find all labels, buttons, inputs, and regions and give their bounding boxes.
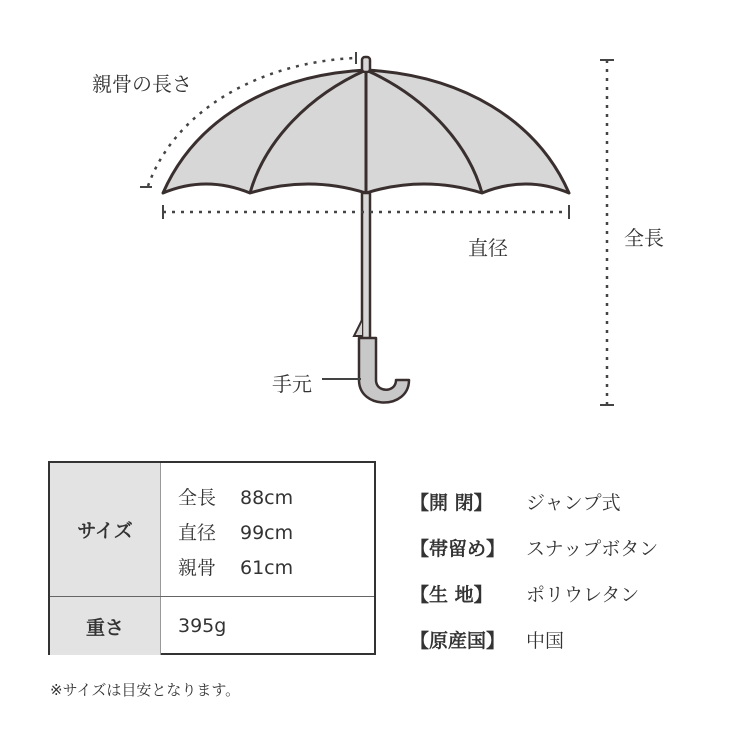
spec-table [48, 461, 376, 655]
size-item-key: 全長 [178, 487, 217, 509]
size-item-value: 88cm [240, 487, 294, 509]
attribute-key: 【開 閉】 [410, 491, 493, 514]
attribute-key: 【生 地】 [410, 583, 493, 606]
umbrella-shaft [362, 193, 370, 343]
umbrella-handle [359, 338, 409, 403]
size-item-value: 61cm [240, 557, 294, 579]
weight-row [50, 597, 374, 655]
size-values [178, 481, 374, 586]
size-note: ※サイズは目安となります。 [50, 681, 241, 699]
attribute-origin [410, 616, 658, 662]
size-row [50, 463, 374, 597]
attribute-list [410, 478, 658, 662]
rib-length-label: 親骨の長さ [92, 72, 192, 96]
diameter-label: 直径 [468, 236, 508, 260]
handle-label: 手元 [272, 372, 312, 396]
attribute-value: ジャンプ式 [526, 491, 621, 514]
attribute-key: 【帯留め】 [410, 537, 506, 560]
attribute-strap [410, 524, 658, 570]
size-item-key: 親骨 [178, 557, 217, 579]
weight-header: 重さ [50, 597, 161, 655]
attribute-value: 中国 [526, 629, 565, 652]
attribute-value: スナップボタン [526, 537, 659, 560]
strap-clasp [354, 320, 362, 336]
umbrella-tip [362, 57, 370, 72]
weight-value: 395g [178, 615, 227, 637]
attribute-opening [410, 478, 658, 524]
attribute-key: 【原産国】 [410, 629, 506, 652]
size-item-rib [178, 551, 374, 586]
attribute-fabric [410, 570, 658, 616]
size-item-diameter [178, 516, 374, 551]
attribute-value: ポリウレタン [526, 583, 640, 606]
size-header: サイズ [50, 463, 161, 596]
size-item-total-length [178, 481, 374, 516]
total-length-label: 全長 [624, 226, 664, 250]
size-item-key: 直径 [178, 522, 217, 544]
size-item-value: 99cm [240, 522, 294, 544]
